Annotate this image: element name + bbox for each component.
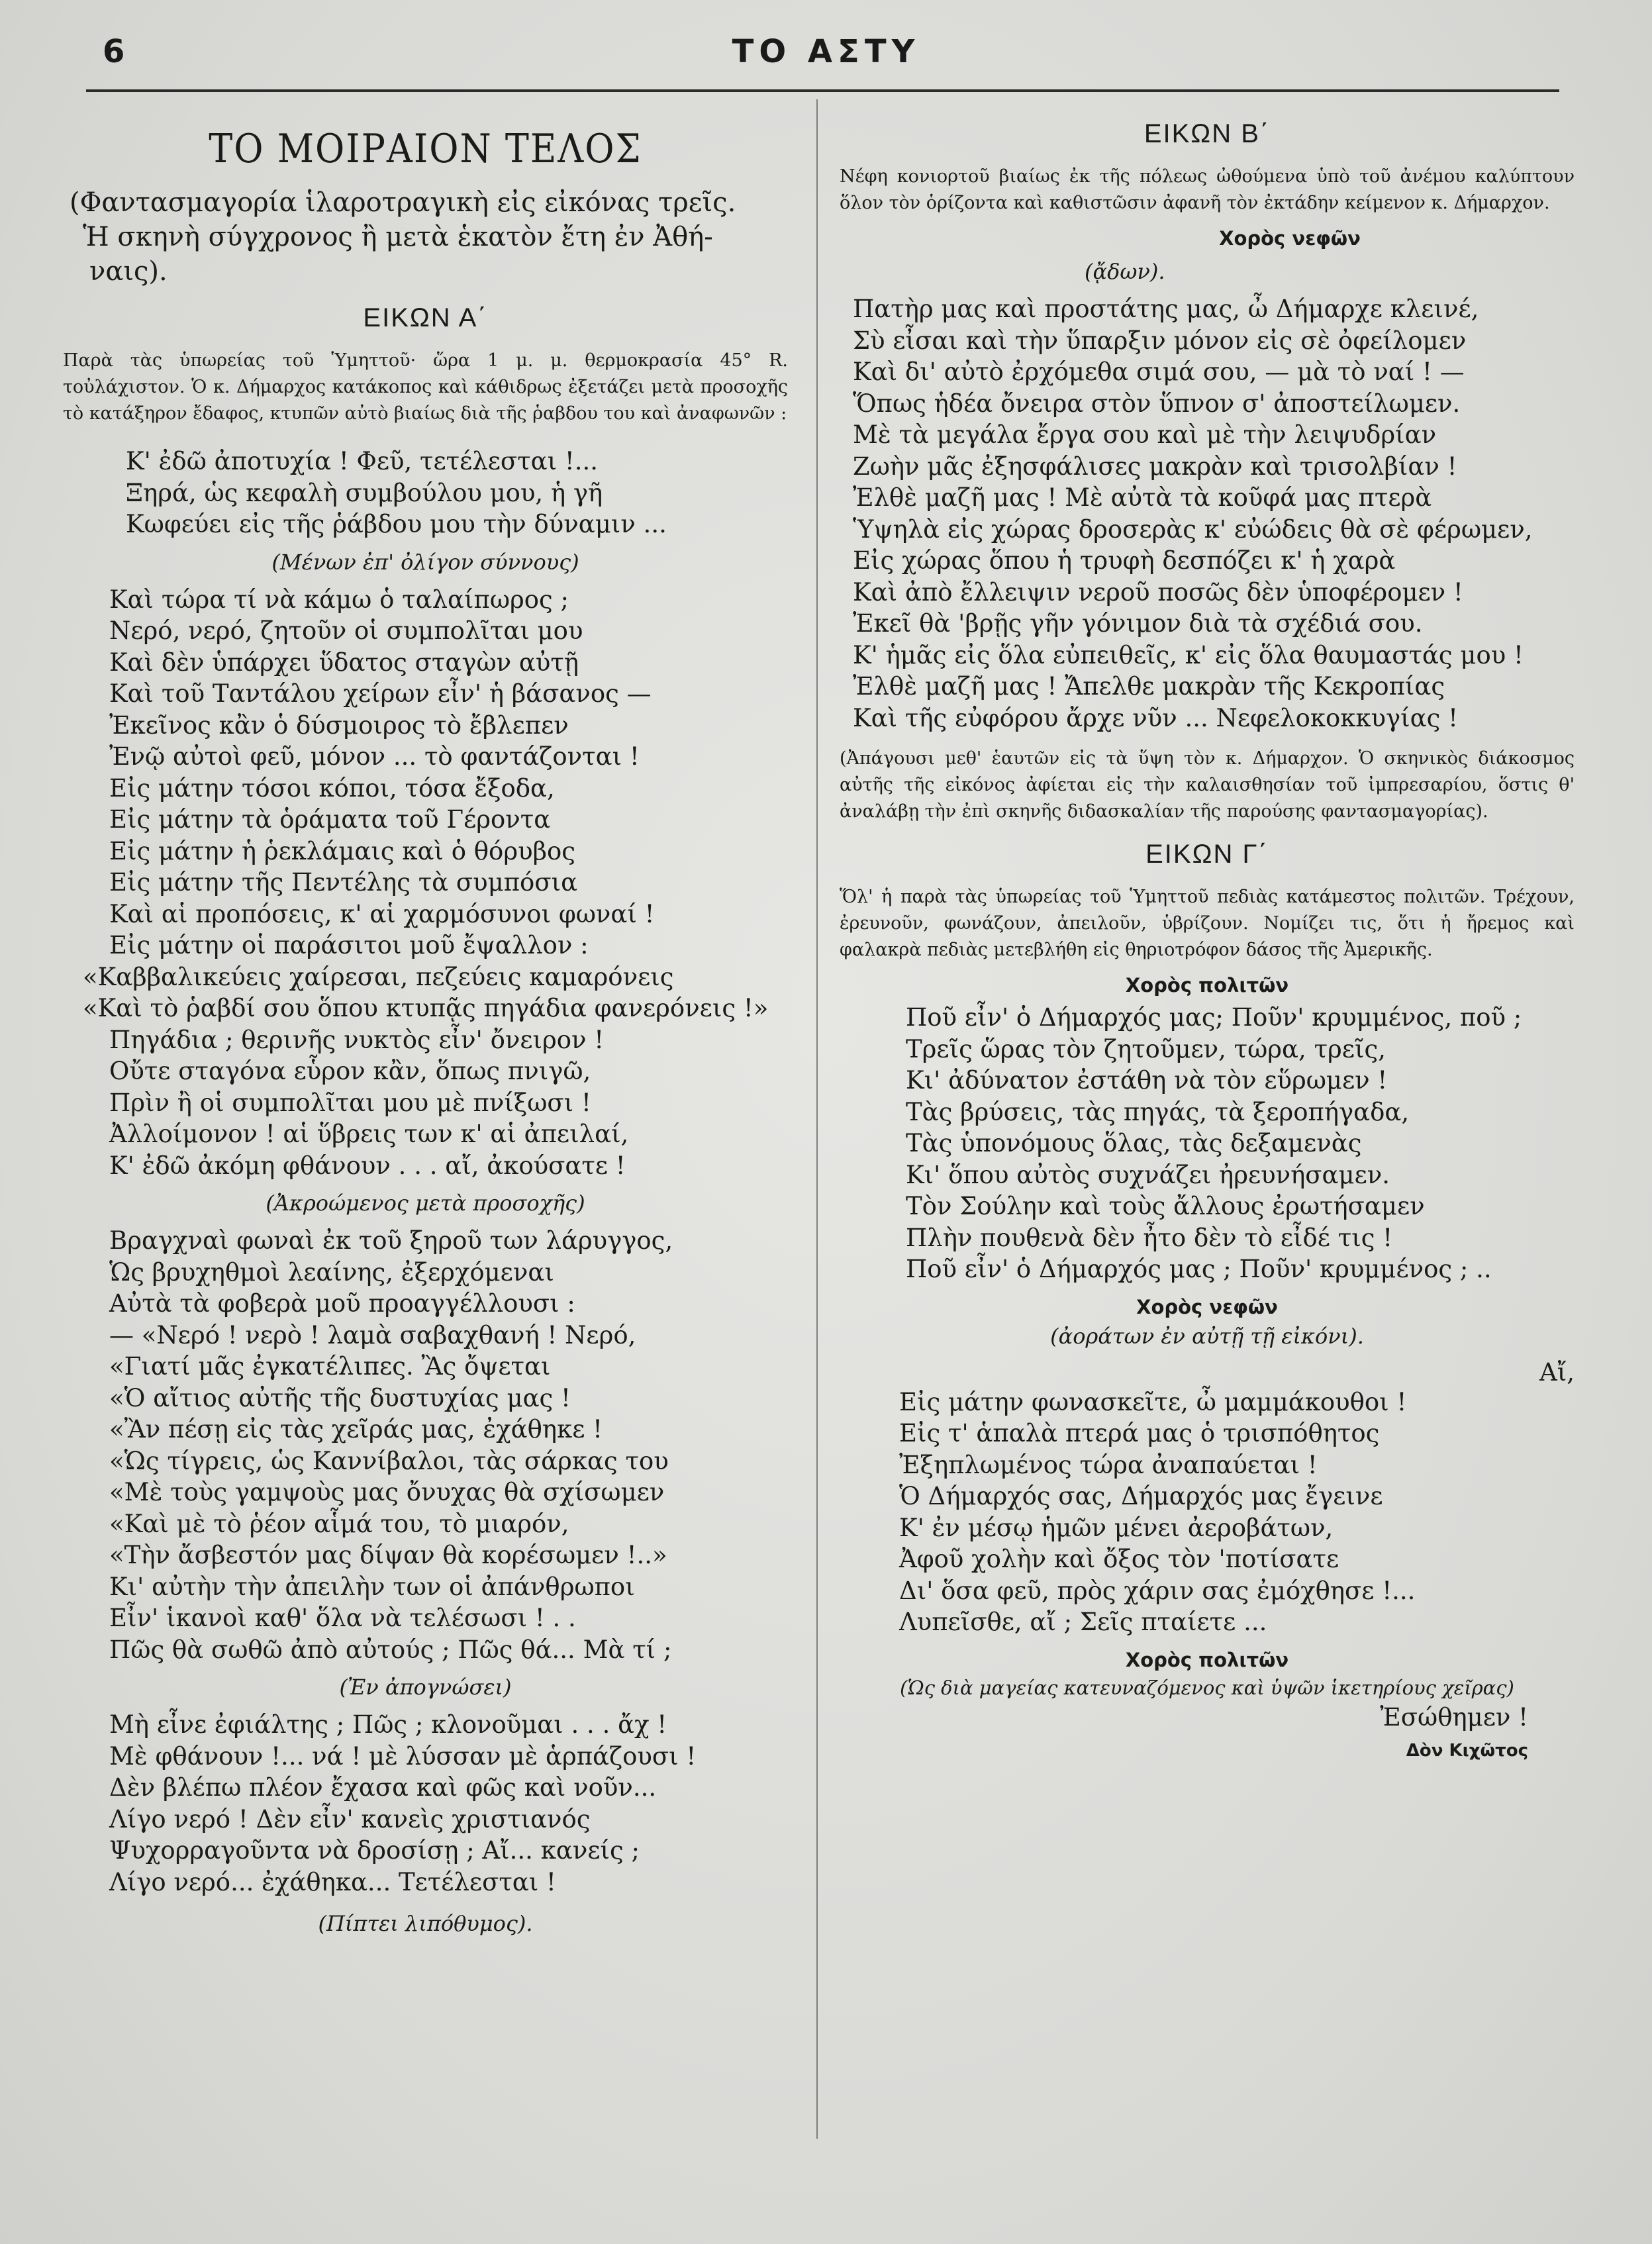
column-divider	[816, 99, 818, 2139]
article-title: ΤΟ ΜΟΙΡΑΙΟΝ ΤΕΛΟΣ	[209, 126, 642, 172]
header-rule	[86, 89, 1559, 92]
chorus-clouds-2-direction: (ἀοράτων ἐν αὐτῇ τῇ εἰκόνι).	[1050, 1323, 1364, 1349]
chorus-clouds-2-verse: Εἰς μάτην φωνασκεῖτε, ὦ μαμμάκουθοι ! Εἰς τ' ἁπαλὰ πτερά μας ὁ τρισπόθητος Ἐξηπλωμένος τώρα ἀναπαύεται ! Ὁ Δήμαρχός σας, Δήμαρχός μας ἔγεινε Κ' ἐν μέσῳ ἡμῶν μένει ἀεροβάτων, Ἀφοῦ χολὴν καὶ ὄξος τὸν 'ποτίσατε Δι' ὅσα φεῦ, πρὸς χάριν σας ἐμόχθησε !... Λυπεῖσθε, αἴ ; Σεῖς πταίετε ...	[899, 1387, 1416, 1636]
page-header	[86, 26, 1566, 79]
verse-block-1: Κ' ἐδῶ ἀποτυχία ! Φεῦ, τετέλεσται !... Ξηρά, ὡς κεφαλὴ συμβούλου μου, ἡ γῆ Κωφεύει εἰς τῆς ῥάβδου μου τὴν δύναμιν ...	[126, 447, 667, 538]
scene-a-description: Παρὰ τὰς ὑπωρείας τοῦ Ὑμηττοῦ· ὥρα 1 μ. μ. θερμοκρασία 45° R. τοὐλάχιστον. Ὁ κ. Δήμαρχος κατάκοπος καὶ κάθιδρως ἐξετάζει μετὰ προσοχῆς τὸ κατάξηρον ἔδαφος, κτυπῶν αὐτὸ βιαίως διὰ τῆς ῥαβδου του καὶ ἀναφωνῶν :	[63, 350, 788, 424]
chorus-clouds-direction: (ᾄδων).	[1085, 259, 1165, 284]
stage-direction-2: (Ἀκροώμενος μετὰ προσοχῆς)	[266, 1191, 585, 1216]
verse-block-2: Καὶ τώρα τί νὰ κάμω ὁ ταλαίπωρος ; Νερό, νερό, ζητοῦν οἱ συμπολῖται μου Καὶ δὲν ὑπάρχει ὕδατος σταγὼν αὐτῇ Καὶ τοῦ Ταντάλου χείρων εἶν' ἡ βάσανος — Ἐκεῖνος κἂν ὁ δύσμοιρος τὸ ἔβλεπεν Ἐνῷ αὐτοὶ φεῦ, μόνον ... τὸ φαντάζονται ! Εἰς μάτην τόσοι κόποι, τόσα ἔξοδα, Εἰς μάτην τὰ ὁράματα τοῦ Γέροντα Εἰς μάτην ἡ ῥεκλάμαις καὶ ὁ θόρυβος Εἰς μάτην τῆς Πεντέλης τὰ συμπόσια Καὶ αἱ προπόσεις, κ' αἱ χαρμόσυνοι φωναί ! Εἰς μάτην οἱ παράσιτοι μοῦ ἔψαλλον : «Καββαλικεύεις χαίρεσαι, πεζεύεις καμαρόνεις «Καὶ τὸ ῥαβδί σου ὅπου κτυπᾷς πηγάδια φανερόνεις !» Πηγάδια ; θερινῆς νυκτὸς εἶν' ὄνειρον ! Οὔτε σταγόνα εὗρον κἂν, ὅπως πνιγῶ, Πρὶν ἢ οἱ συμπολῖται μου μὲ πνίξωσι ! Ἀλλοίμονον ! αἱ ὕβρεις των κ' αἱ ἀπειλαί, Κ' ἐδῶ ἀκόμη φθάνουν . . . αἴ, ἀκούσατε !	[83, 585, 769, 1180]
verse-block-4: Μὴ εἶνε ἐφιάλτης ; Πῶς ; κλονοῦμαι . . . ἄχ ! Μὲ φθάνουν !... νά ! μὲ λύσσαν μὲ ἁρπάζουσι ! Δὲν βλέπω πλέον ἔχασα καὶ φῶς καὶ νοῦν... Λίγο νερό ! Δὲν εἶν' κανεὶς χριστιανός Ψυχορραγοῦντα νὰ δροσίσῃ ; Αἴ... κανείς ; Λίγο νερό... ἐχάθηκα... Τετέλεσται !	[109, 1710, 697, 1896]
scene-c-heading: ΕΙΚΩΝ Γ΄	[1145, 840, 1269, 869]
newspaper-title: ΤΟ ΑΣΤΥ	[732, 33, 920, 70]
stage-direction-3: (Ἐν ἀπογνώσει)	[339, 1675, 512, 1700]
article-subtitle: (Φαντασμαγορία ἱλαροτραγικὴ εἰς εἰκόνας τρεῖς. Ἡ σκηνὴ σύγχρονος ἢ μετὰ ἑκατὸν ἔτη ἐν Ἀθή- ναις).	[70, 187, 736, 287]
verse-block-3: Βραγχναὶ φωναὶ ἐκ τοῦ ξηροῦ των λάρυγγος, Ὡς βρυχηθμοὶ λεαίνης, ἐξερχόμεναι Αὐτὰ τὰ φοβερὰ μοῦ προαγγέλλουσι : — «Νερό ! νερὸ ! λαμὰ σαβαχθανή ! Νερό, «Γιατί μᾶς ἐγκατέλιπες. Ἂς ὄψεται «Ὁ αἴτιος αὐτῆς τῆς δυστυχίας μας ! «Ἂν πέσῃ εἰς τὰς χεῖράς μας, ἐχάθηκε ! «Ὡς τίγρεις, ὡς Καννίβαλοι, τὰς σάρκας του «Μὲ τοὺς γαμψοὺς μας ὄνυχας θὰ σχίσωμεν «Καὶ μὲ τὸ ῥέον αἷμά του, τὸ μιαρόν, «Τὴν ἄσβεστόν μας δίψαν θὰ κορέσωμεν !..» Κι' αὐτὴν τὴν ἀπειλὴν των οἱ ἀπάνθρωποι Εἶν' ἱκανοὶ καθ' ὅλα νὰ τελέσωσι ! . . Πῶς θὰ σωθῶ ἀπὸ αὐτούς ; Πῶς θά... Μὰ τί ;	[109, 1226, 673, 1664]
right-column	[840, 113, 1575, 1761]
chorus-clouds-verse: Πατὴρ μας καὶ προστάτης μας, ὦ Δήμαρχε κλεινέ, Σὺ εἶσαι καὶ τὴν ὕπαρξιν μόνον εἰς σὲ ὀφείλομεν Καὶ δι' αὐτὸ ἐρχόμεθα σιμά σου, — μὰ τὸ ναί ! — Ὅπως ἡδέα ὄνειρα στὸν ὕπνον σ' ἀποστείλωμεν. Μὲ τὰ μεγάλα ἔργα σου καὶ μὲ τὴν λειψυδρίαν Ζωὴν μᾶς ἐξησφάλισες μακρὰν καὶ τρισολβίαν ! Ἐλθὲ μαζῆ μας ! Μὲ αὐτὰ τὰ κοῦφά μας πτερὰ Ὑψηλὰ εἰς χώρας δροσερὰς κ' εὐώδεις θὰ σὲ φέρωμεν, Εἰς χώρας ὅπου ἡ τρυφὴ δεσπόζει κ' ἡ χαρὰ Καὶ ἀπὸ ἔλλειψιν νεροῦ ποσῶς δὲν ὑποφέρομεν ! Ἐκεῖ θὰ 'βρῇς γῆν γόνιμον διὰ τὰ σχέδιά σου. Κ' ἡμᾶς εἰς ὅλα εὐπειθεῖς, κ' εἰς ὅλα θαυμαστάς μου ! Ἐλθὲ μαζῆ μας ! Ἄπελθε μακρὰν τῆς Κεκροπίας Καὶ τῆς εὐφόρου ἄρχε νῦν ... Νεφελοκοκκυγίας !	[853, 295, 1533, 732]
chorus-citizens-verse: Ποῦ εἶν' ὁ Δήμαρχός μας; Ποῦν' κρυμμένος, ποῦ ; Τρεῖς ὥρας τὸν ζητοῦμεν, τώρα, τρεῖς, Κι' ἀδύνατον ἐστάθη νὰ τὸν εὕρωμεν ! Τὰς βρύσεις, τὰς πηγάς, τὰ ξεροπήγαδα, Τὰς ὑπονόμους ὅλας, τὰς δεξαμενὰς Κι' ὅπου αὐτὸς συχνάζει ἠρευνήσαμεν. Τὸν Σούλην καὶ τοὺς ἄλλους ἐρωτήσαμεν Πλὴν πουθενὰ δὲν ἦτο δὲν τὸ εἶδέ τις ! Ποῦ εἶν' ὁ Δήμαρχός μας ; Ποῦν' κρυμμένος ; ..	[906, 1003, 1522, 1283]
scene-b-closing-direction: (Ἀπάγουσι μεθ' ἑαυτῶν εἰς τὰ ὕψη τὸν κ. Δήμαρχον. Ὁ σκηνικὸς διάκοσμος αὐτῆς τῆς εἰκόνος ἀφίεται εἰς τὴν καλαισθησίαν τοῦ ἰμπρεσαρίου, ὅστις θ' ἀναλάβῃ τὴν ἐπὶ σκηνῆς διδασκαλίαν τῆς παρούσης φαντασμαγορίας).	[840, 748, 1575, 822]
scene-a-heading: ΕΙΚΩΝ Α΄	[363, 303, 488, 332]
scene-c-description: Ὅλ' ἡ παρὰ τὰς ὑπωρείας τοῦ Ὑμηττοῦ πεδιὰς κατάμεστος πολιτῶν. Τρέχουν, ἐρευνοῦν, φωνάζουν, ἀπειλοῦν, ὑβρίζουν. Νομίζει τις, ὅτι ἡ ἤρεμος καὶ φαλακρὰ πεδιὰς μετεβλήθη εἰς θηριοτρόφον δάσος τῆς Ἀμερικῆς.	[840, 887, 1575, 960]
chorus-citizens-2-heading: Χορὸς πολιτῶν	[1125, 1648, 1289, 1671]
scene-b-heading: ΕΙΚΩΝ Β΄	[1143, 119, 1271, 148]
scene-b-description: Νέφη κονιορτοῦ βιαίως ἐκ τῆς πόλεως ὠθούμενα ὑπὸ τοῦ ἀνέμου καλύπτουν ὅλον τὸν ὁρίζοντα καὶ καθιστῶσιν ἀφανῆ τὸν ἐκτάδην κείμενον κ. Δήμαρχον.	[840, 166, 1575, 213]
stage-direction-1: (Μένων ἐπ' ὀλίγον σύννους)	[271, 549, 579, 575]
stage-direction-4: (Πίπτει λιπόθυμος).	[318, 1911, 533, 1936]
final-line: Ἐσώθημεν !	[1380, 1702, 1528, 1732]
page-number: 6	[103, 33, 125, 70]
chorus-citizens-heading: Χορὸς πολιτῶν	[1125, 974, 1289, 997]
chorus-clouds-heading: Χορὸς νεφῶν	[1219, 227, 1361, 250]
left-column	[63, 113, 788, 1945]
author-signature: Δὸν Κιχῶτος	[1406, 1740, 1528, 1761]
chorus-clouds-2-heading: Χορὸς νεφῶν	[1136, 1295, 1278, 1318]
chorus-citizens-2-direction: (Ὡς διὰ μαγείας κατευναζόμενος καὶ ὑψῶν ἱκετηρίους χεῖρας)	[900, 1676, 1514, 1699]
exclamation-ai: Αἴ,	[1539, 1357, 1575, 1387]
